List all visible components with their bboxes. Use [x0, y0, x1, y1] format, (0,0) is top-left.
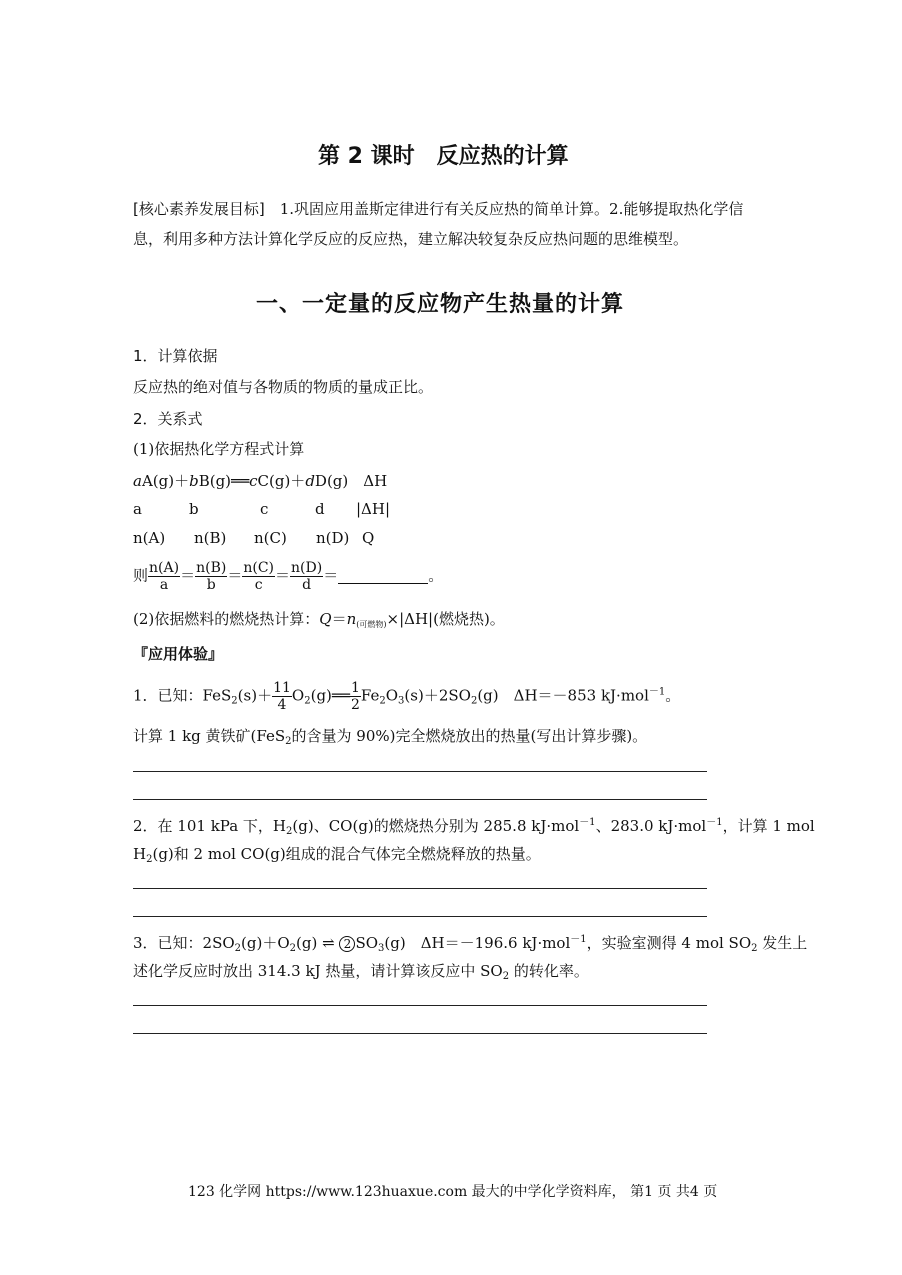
answer-line[interactable] — [133, 771, 707, 772]
answer-line[interactable] — [133, 1033, 707, 1034]
goals-text-1: 1.巩固应用盖斯定律进行有关反应热的简单计算。2.能够提取热化学信 — [279, 200, 744, 218]
fraction-b: $\frac{n(B)}{b}$ — [196, 560, 227, 593]
page-title: 第 2 课时 反应热的计算 — [318, 144, 569, 169]
sub-item-2: (2)依据燃料的燃烧热计算：$Q=n_{(可燃物)}\times|\Delta H|$(燃烧热)。 — [133, 610, 505, 629]
goals-line-1 — [133, 198, 743, 219]
question-2: 2．在 101 kPa 下，$H_2(g)$、CO(g)的燃烧热分别为 285.8 kJ·mol$^{-1}$、283.0 kJ·mol$^{-1}$，计算 1 mol — [133, 817, 815, 837]
answer-line[interactable] — [133, 799, 707, 800]
answer-line[interactable] — [133, 888, 707, 889]
coef-row-a: a — [133, 500, 142, 518]
ratio-expression: 则 $\frac{n(A)}{a}$ ＝ $\frac{n(B)}{b}$ ＝ $\frac{n(C)}{c}$ ＝ $\frac{n(D)}{d}$ ＝ 。 — [133, 560, 444, 593]
apply-label: 『应用体验』 — [133, 645, 224, 663]
coef-row-b: b — [189, 500, 199, 518]
page-footer: 123 化学网 https://www.123huaxue.com 最大的中学化学资料库， 第1 页 共4 页 — [188, 1184, 718, 1200]
basis-label: 1．计算依据 — [133, 347, 218, 365]
species-d: D(g) — [314, 472, 349, 490]
goals-line-2: 息，利用多种方法计算化学反应的反应热，建立解决较复杂反应热问题的思维模型。 — [133, 230, 689, 248]
n-row-q: Q — [362, 529, 375, 547]
basis-text: 反应热的绝对值与各物质的物质的量成正比。 — [133, 378, 434, 396]
fraction-d: $\frac{n(D)}{d}$ — [291, 560, 323, 593]
goals-label: [核心素养发展目标] — [133, 200, 265, 218]
question-3-line-2: 述化学反应时放出 314.3 kJ 热量，请计算该反应中 $SO_2$ 的转化率。 — [133, 962, 589, 982]
coef-c: c — [249, 472, 258, 490]
fraction-a: $\frac{n(A)}{a}$ — [149, 560, 180, 593]
species-c: C(g)＋ — [257, 472, 306, 490]
coef-b: b — [189, 472, 199, 490]
n-row-b: n(B) — [194, 529, 227, 547]
question-1-line-2: 计算 1 kg 黄铁矿(FeS$_2$的含量为 90%)完全燃烧放出的热量(写出计算步骤)。 — [133, 727, 648, 747]
coef-a: a — [133, 472, 142, 490]
sub-item-1: (1)依据热化学方程式计算 — [133, 440, 305, 458]
ratio-prefix: 则 — [133, 566, 149, 585]
n-row-a: n(A) — [133, 529, 166, 547]
relation-label: 2．关系式 — [133, 410, 203, 428]
circled-number: 2 — [339, 936, 355, 952]
fraction-11-4: $\frac{11}{4}$ — [273, 680, 291, 713]
question-2-line-2: $H_2(g)$和 2 mol CO(g)组成的混合气体完全燃烧释放的热量。 — [133, 845, 541, 865]
equals-sign: ══ — [231, 472, 250, 490]
n-row-c: n(C) — [254, 529, 287, 547]
coef-row-d: d — [315, 500, 325, 518]
species-b: B(g) — [198, 472, 232, 490]
fraction-c: $\frac{n(C)}{c}$ — [243, 560, 274, 593]
question-3: 3．已知：$2SO_2(g)+O_2(g)$ ⇌ 2 $SO_3(g)$ ΔH＝－196.6 kJ·mol$^{-1}$，实验室测得 4 mol $SO_2$ 发生上 — [133, 934, 808, 954]
coef-d: d — [305, 472, 315, 490]
fill-in-blank[interactable] — [338, 569, 428, 584]
section-heading: 一、一定量的反应物产生热量的计算 — [256, 292, 625, 317]
fraction-1-2: $\frac{1}{2}$ — [350, 680, 360, 713]
species-a: A(g)＋ — [141, 472, 190, 490]
coef-row-c: c — [260, 500, 269, 518]
answer-line[interactable] — [133, 916, 707, 917]
coef-row-dh: |ΔH| — [356, 500, 391, 518]
question-1: 1．已知：FeS$_2$(s)＋ $\frac{11}{4}$ $O_2(g)══$ $\frac{1}{2}$ $Fe_2O_3(s)+2SO_2(g)$ ΔH＝－853 kJ·mol$^{-1}$。 — [133, 680, 681, 713]
delta-h: ΔH — [363, 472, 388, 490]
thermo-equation — [133, 470, 387, 491]
n-row-d: n(D) — [316, 529, 350, 547]
answer-line[interactable] — [133, 1005, 707, 1006]
